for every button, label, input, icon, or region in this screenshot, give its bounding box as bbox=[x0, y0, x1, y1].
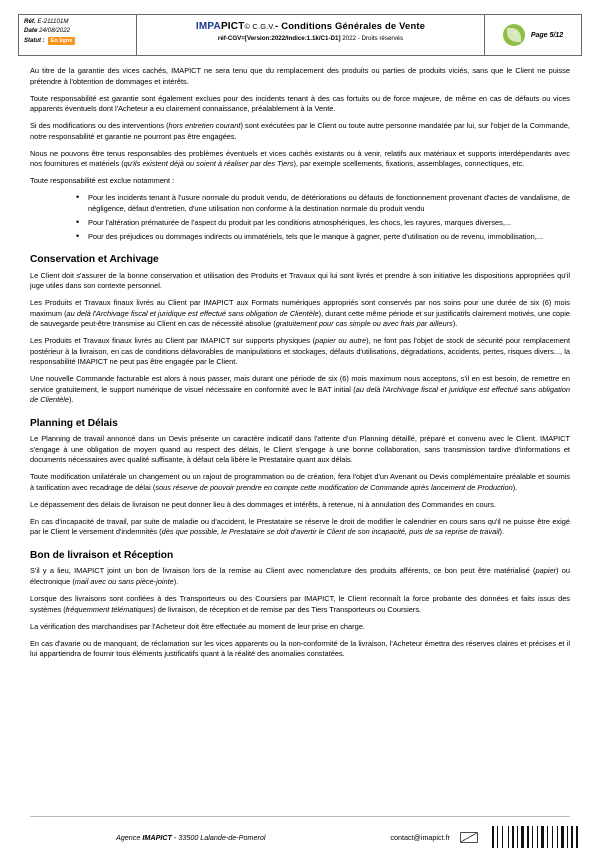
paragraph: En cas d'incapacité de travail, par suite de maladie ou d'accident, le Prestataire se réserve le droit de modifier le calendrier en cours sans qu'il ne puisse être exigé par le Client le versement d'indemnités (dès que possible, le Prestataire se doit d'avertir le Client de son incapacité, puis de sa reprise de travail). bbox=[30, 516, 570, 537]
exclusion-bullet-list bbox=[30, 193, 570, 242]
header-title-block bbox=[137, 15, 485, 55]
document-footer bbox=[0, 810, 600, 862]
list-item: • Pour des préjudices ou dommages indirects ou immatériels, tels que le manque à gagner, perte d'utilisation ou de revenu, immobilisation,... bbox=[76, 232, 570, 243]
list-item: • Pour les incidents tenant à l'usure normale du produit vendu, de détériorations ou défauts de fonctionnement provenant d'actes de vandalisme, de négligence, défaut d'entretien, d'une utilisation non conforme à la destination normale du produit vendu bbox=[76, 193, 570, 214]
footer-agency-suffix: - 33500 Lalande-de-Pomerol bbox=[171, 832, 266, 842]
header-date-row bbox=[24, 27, 132, 36]
list-item: • Pour l'altération prématurée de l'aspect du produit par les conditions atmosphériques, les chocs, les rayures, marques diverses,... bbox=[76, 218, 570, 229]
intro-paragraphs bbox=[30, 66, 570, 187]
section-heading: Planning et Délais bbox=[30, 417, 118, 429]
document-body bbox=[30, 66, 570, 660]
header-date-label: Date bbox=[24, 26, 38, 34]
paragraph: Nous ne pouvons être tenus responsables des problèmes éventuels et vices cachés existants ou à venir, relatifs aux matériaux et supports interdépendants avec nos fournitures et matériels (qu'ils existent déjà ou soient à réaliser par des Tiers), par exemple scellements, fixations, assemblages, connectiques, etc. bbox=[30, 148, 570, 169]
document-header bbox=[18, 14, 582, 56]
paragraph: Les Produits et Travaux finaux livrés au Client par IMAPICT aux Formats numériques appropriés sont conservés par nos soins pour une durée de six (6) mois maximum (au delà l'Archivage fiscal et juridique est effectué sans obligation de Clientèle), durant cette même période et sur justificatifs clairement motivés, une copie de sauvegarde peut-être transmise au Client en cas de nécessité absolue (gratuitement pour cas simple ou avec frais par ailleurs). bbox=[30, 298, 570, 329]
paragraph: Une nouvelle Commande facturable est alors à nous passer, mais durant une période de six (6) mois maximum nous acceptons, s'il en est besoin, de remettre en service gratuitement, le support numérique de visuel nécessaire en conformité avec le BAT initial (au delà l'Archivage fiscal et juridique est effectué sans obligation de Clientèle). bbox=[30, 374, 570, 405]
footer-brand-pict: PICT bbox=[155, 832, 172, 842]
document-sections bbox=[30, 253, 570, 659]
header-ref-value: E-211101M bbox=[37, 18, 69, 25]
barcode bbox=[492, 826, 578, 848]
header-ref-row bbox=[24, 18, 132, 27]
paragraph: En cas d'avarie ou de manquant, de réclamation sur les vices apparents ou la non-conformité de la livraison, l'Acheteur émettra des réserves claires et précises et il lui appartiendra de fournir tous éléments justificatifs quant à la réalité des anomalies constatées. bbox=[30, 638, 570, 659]
footer-agency-prefix: Agence bbox=[116, 832, 143, 842]
status-badge: En ligne bbox=[48, 37, 76, 45]
header-meta-block bbox=[19, 15, 137, 55]
paragraph: Toute responsabilité est exclue notamment : bbox=[30, 176, 175, 186]
header-status-row bbox=[24, 37, 132, 46]
paragraph: Le Client doit s'assurer de la bonne conservation et utilisation des Produits et Travaux qui lui sont livrés et prendre à son initiative les dispositions appropriées qu'il juge utiles dans son contexte personnel. bbox=[30, 270, 570, 291]
paragraph: Le dépassement des délais de livraison ne peut donner lieu à des dommages et intérêts, à retenue, ni à annulation des Commandes en cours. bbox=[30, 499, 496, 509]
footer-agency bbox=[116, 833, 265, 842]
section-heading: Bon de livraison et Réception bbox=[30, 549, 174, 561]
brand-impa: IMPA bbox=[195, 21, 221, 32]
header-date-value: 24/08/2022 bbox=[39, 26, 71, 34]
paragraph: Au titre de la garantie des vices cachés, IMAPICT ne sera tenu que du remplacement des produits ou parties de produits viciés, sans que le Client ne puisse prétendre à l'obtention de dommages et intérêts. bbox=[30, 66, 570, 86]
header-version-ref: réf-CGV=[Version:2022/Indice:1.1k/C1-D1] bbox=[217, 35, 341, 42]
paragraph: S'il y a lieu, IMAPICT joint un bon de livraison lors de la remise au Client avec nomenclature des produits afférents, ce bon peut être matérialisé (papier) ou électronique (mail avec ou sans pièce-jointe). bbox=[30, 566, 570, 586]
footer-divider bbox=[30, 816, 570, 817]
page-number: Page 5/12 bbox=[530, 31, 564, 39]
footer-email[interactable]: contact@imapict.fr bbox=[390, 832, 450, 842]
document-page bbox=[0, 14, 600, 862]
header-ref-label: Réf. bbox=[24, 18, 36, 25]
paragraph: Le Planning de travail annoncé dans un Devis présente un caractère indicatif dans l'attente d'un Planning détaillé, préparé et convenu avec le Client. IMAPICT s'engage à une obligation de moyen quand au respect des délais, le Client s'engage à une bonne collaboration, sans transmission tardive d'informations et documents nécessaires avec qualité suffisante, à défaut cela libère le Prestataire quant aux délais. bbox=[30, 434, 570, 465]
header-status-label: Statut : bbox=[24, 37, 45, 44]
brand-pict: PICT bbox=[220, 21, 245, 32]
paragraph: Toute modification unilatérale un changement ou un rajout de programmation ou de création, fera l'objet d'un Avenant ou Devis complémentaire préalable et soumis à tarification avec recadrage de délai (sous réserve de pouvoir prendre en compte cette modification de Commande après lancement de Production). bbox=[30, 472, 570, 492]
paragraph: Les Produits et Travaux finaux livrés au Client par IMAPICT sur supports physiques (papier ou autre), ne font pas l'objet de stock de sécurité pour remplacement postérieur à la livraison, en cas de conditions défavorables de manipulations et stockages, défauts d'utilisations, dégradations, accidents, pertes, risques divers..., la responsabilité IMAPICT ne peut pas être engagée par le Client. bbox=[30, 336, 571, 367]
envelope-icon bbox=[460, 832, 478, 843]
header-subtitle bbox=[137, 35, 484, 42]
paragraph: Lorsque des livraisons sont confiées à des Transporteurs ou des Coursiers par IMAPICT, le Client reconnaît la force probante des données et faits issus des systèmes (fréquemment télématiques) de livraison, de réception et de remise par des Tiers Transporteurs ou Coursiers. bbox=[30, 593, 570, 614]
page-title bbox=[137, 20, 484, 32]
header-rights: 2022 - Droits réservés bbox=[340, 35, 404, 42]
paragraph: Toute responsabilité est garantie sont également exclues pour des incidents tenant à des cas fortuits ou de force majeure, de même en cas de défauts ou vices apparents éventuels dont l'Acheteur a eu clairement connaissance, préalablement à la Vente. bbox=[30, 93, 570, 114]
footer-brand-impa: IMA bbox=[142, 832, 156, 842]
paragraph: Si des modifications ou des interventions (hors entretien courant) sont exécutées par le Client ou toute autre personne mandatée par lui, sur l'objet de la Commande, notre responsabilité et garantie ne pourront pas être engagées. bbox=[30, 121, 570, 141]
leaf-circle-icon bbox=[503, 24, 525, 46]
paragraph: La vérification des marchandises par l'Acheteur doit être effectuée au moment de leur prise en charge. bbox=[30, 621, 365, 631]
section-heading: Conservation et Archivage bbox=[30, 254, 159, 266]
title-copyright: © C.G.V. bbox=[244, 22, 276, 31]
footer-contact-block bbox=[390, 826, 578, 848]
header-logo-block bbox=[485, 15, 581, 55]
title-rest: - Conditions Générales de Vente bbox=[275, 20, 426, 31]
